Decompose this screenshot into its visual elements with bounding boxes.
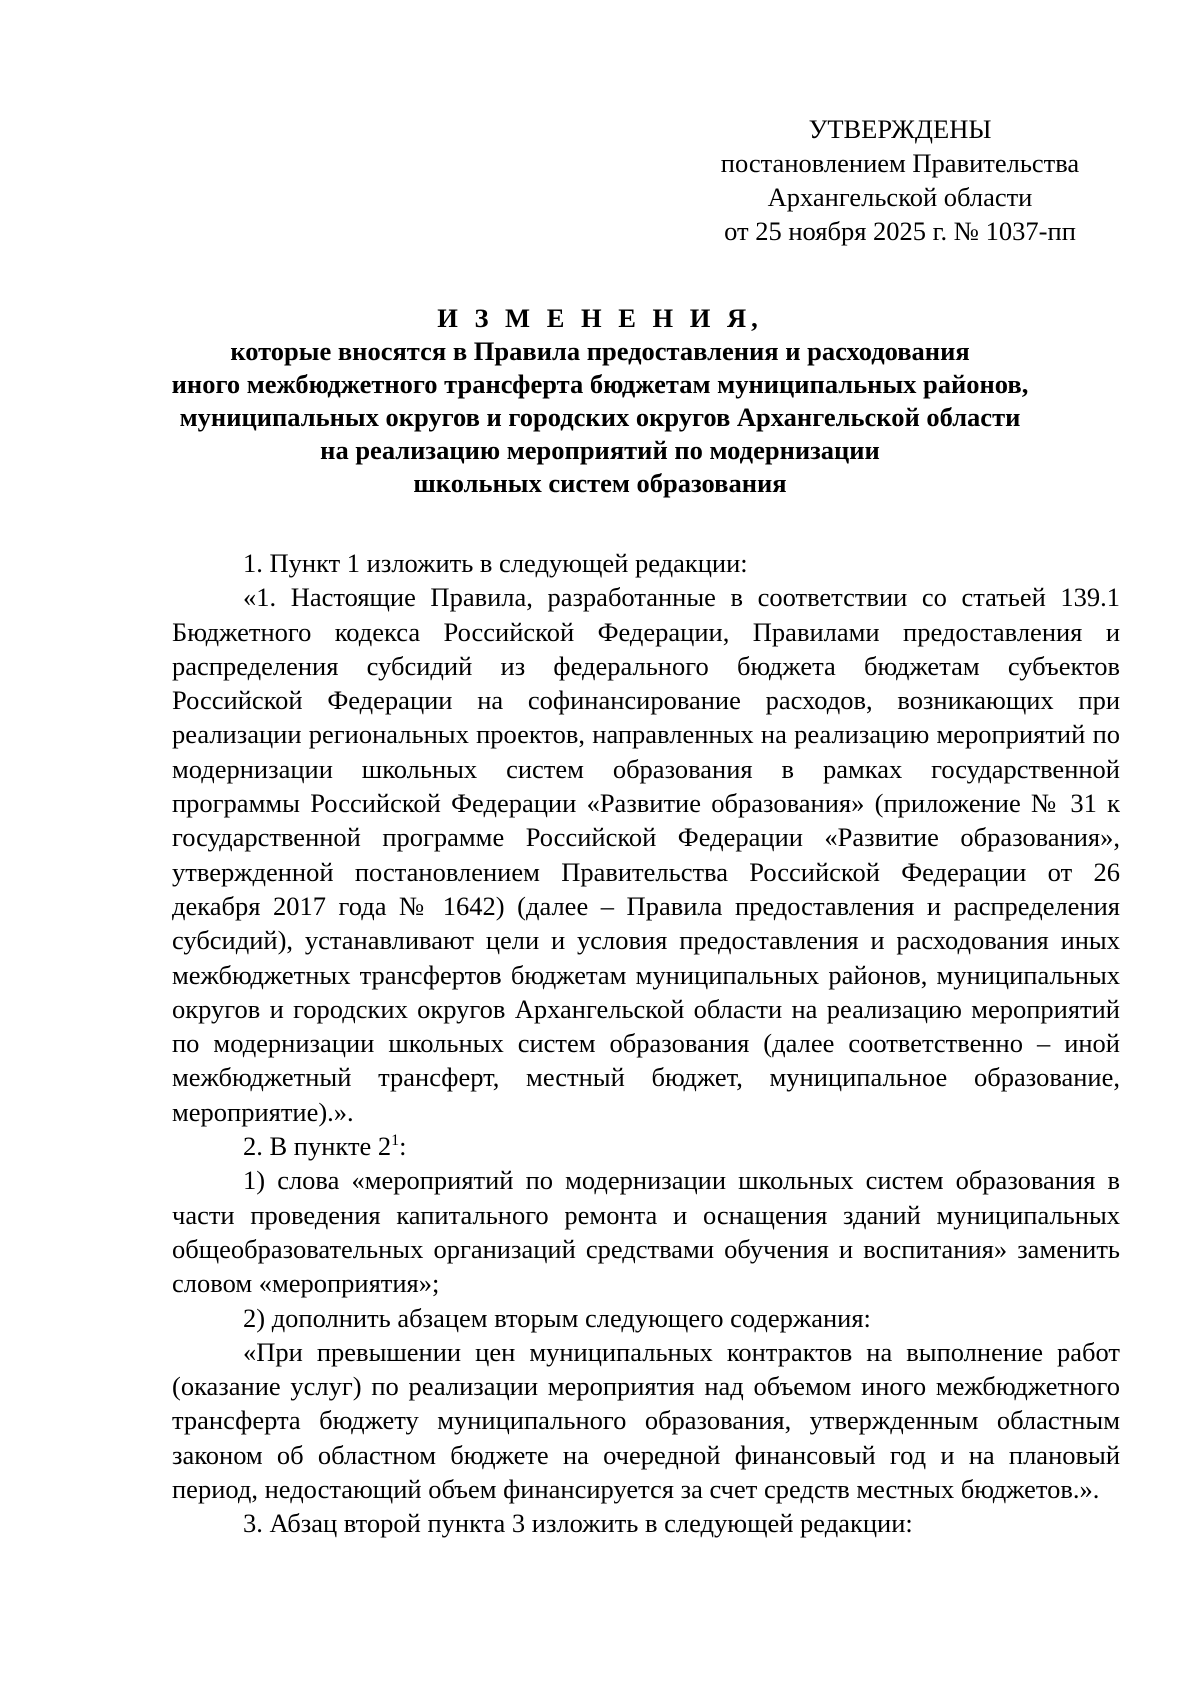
paragraph-item-2 [172,1129,1120,1163]
document-title [150,302,1050,500]
title-line: муниципальных округов и городских округов Архангельской области [179,402,1021,432]
title-heading: И З М Е Н Е Н И Я, [437,303,763,333]
approval-date-number: от 25 ноября 2025 г. № 1037-пп [724,216,1076,246]
paragraph-item-3: 3. Абзац второй пункта 3 изложить в следующей редакции: [243,1508,913,1539]
title-line: на реализацию мероприятий по модернизации [320,435,880,465]
title-line: которые вносятся в Правила предоставления и расходования [230,336,970,366]
paragraph-item-2-colon: : [399,1131,407,1162]
superscript-index: 1 [391,1132,400,1150]
paragraph-subitem-2-new-text: «При превышении цен муниципальных контрактов на выполнение работ (оказание услуг) по реализации мероприятия над объемом иного межбюджетного трансферта бюджету муниципального образования, утвержденным областным законом об областном бюджете на очередной финансовый год и на плановый период, недостающий объем финансируется за счет средств местных бюджетов.». [172,1336,1120,1505]
approval-stamp [700,112,1100,248]
title-line: иного межбюджетного трансферта бюджетам муниципальных районов, [171,369,1029,399]
paragraph-subitem-1: 1) слова «мероприятий по модернизации школьных систем образования в части проведения капитального ремонта и оснащения зданий муниципальных общеобразовательных организаций средствами обучения и воспитания» заменить словом «мероприятия»; [172,1165,1120,1299]
approval-issuer: постановлением Правительства [720,148,1080,178]
document-body [172,546,1120,1541]
paragraph-item-2-text: 2. В пункте 2 [243,1131,392,1162]
paragraph-item-1-new-text: «1. Настоящие Правила, разработанные в соответствии со статьей 139.1 Бюджетного кодекса Российской Федерации, Правилами предоставления и распределения субсидий из федерального бюджета бюджетам субъектов Российской Федерации на софинансирование расходов, возникающих при реализации региональных проектов, направленных на реализацию мероприятий по модернизации школьных систем образования в рамках государственной программы Российской Федерации «Развитие образования» (приложение № 31 к государственной программе Российской Федерации «Развитие образования», утвержденной постановлением Правительства Российской Федерации от 26 декабря 2017 года № 1642) (далее – Правила предоставления и распределения субсидий), устанавливают цели и условия предоставления и расходования иных межбюджетных трансфертов бюджетам муниципальных районов, муниципальных округов и городских округов Архангельской области на реализацию мероприятий по модернизации школьных систем образования (далее соответственно – иной межбюджетный трансферт, местный бюджет, муниципальное образование, мероприятие).». [172,582,1120,1127]
approval-region: Архангельской области [767,182,1033,212]
paragraph-subitem-2: 2) дополнить абзацем вторым следующего содержания: [243,1302,871,1333]
paragraph-item-1: 1. Пункт 1 изложить в следующей редакции: [243,548,748,578]
approval-status: УТВЕРЖДЕНЫ [808,114,992,144]
title-line: школьных систем образования [413,468,787,498]
